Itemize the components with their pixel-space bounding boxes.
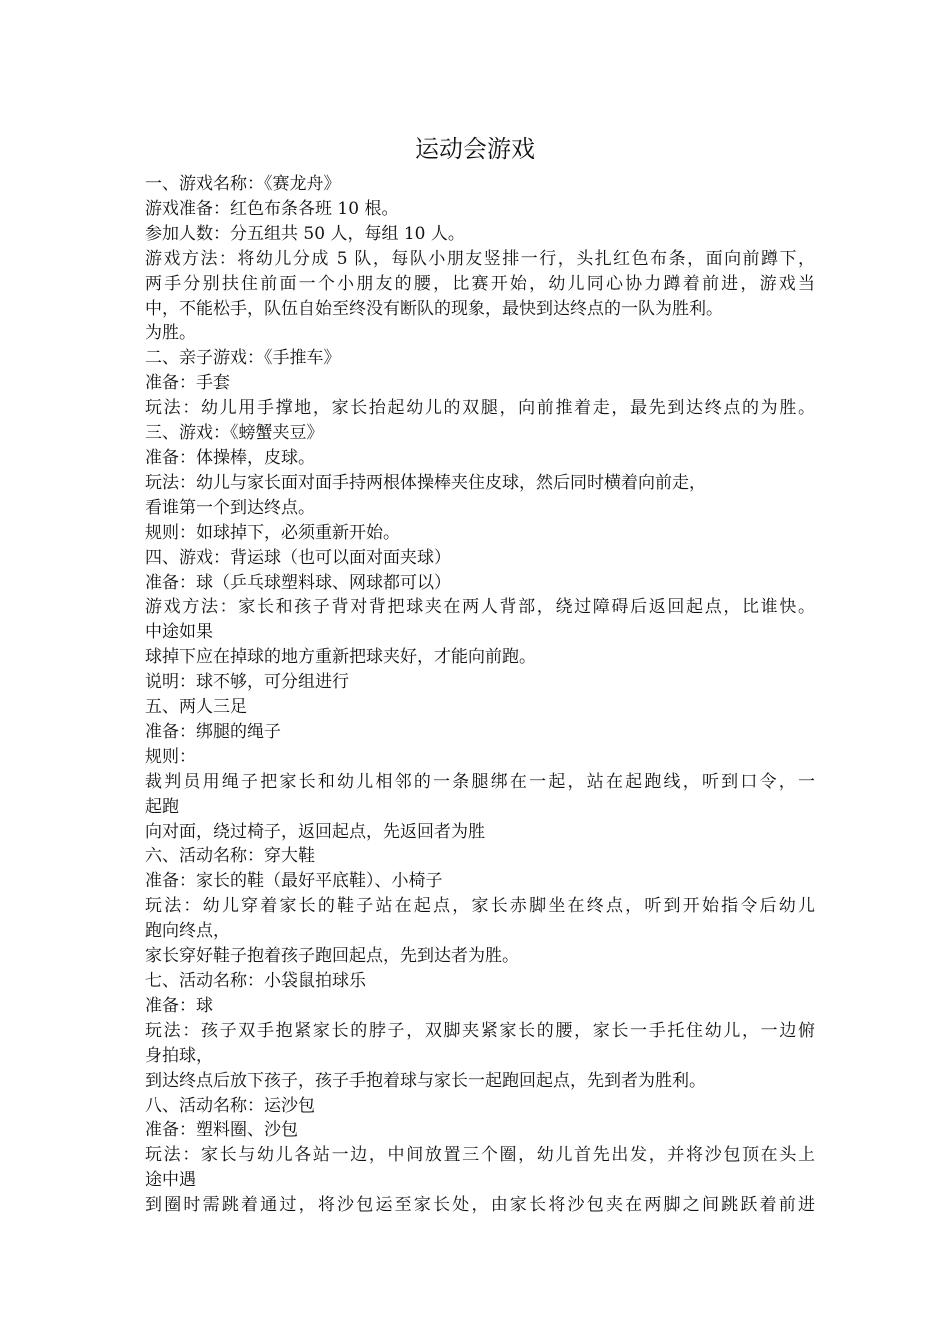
- text-line: 家长穿好鞋子抱着孩子跑回起点，先到达者为胜。: [145, 946, 519, 967]
- text-line: 玩法：幼儿用手撑地，家长抬起幼儿的双腿，向前推着走，最先到达终点的为胜。: [145, 398, 815, 419]
- text-line: 游戏准备：红色布条各班 10 根。: [145, 198, 399, 219]
- text-line: 五、两人三足: [145, 697, 247, 718]
- document-title: 运动会游戏: [415, 135, 535, 163]
- text-line: 玩法：孩子双手抱紧家长的脖子，双脚夹紧家长的腰，家长一手托住幼儿，一边俯: [145, 1020, 815, 1041]
- text-line: 为胜。: [145, 323, 196, 344]
- text-line: 准备：球（乒乓球塑料球、网球都可以）: [145, 572, 451, 593]
- text-line: 七、活动名称：小袋鼠拍球乐: [145, 971, 366, 991]
- text-line: 准备：球: [145, 995, 213, 1016]
- text-line: 准备：体操棒，皮球。: [145, 447, 315, 468]
- text-line: 向对面，绕过椅子，返回起点，先返回者为胜: [145, 821, 485, 842]
- text-line: 球掉下应在掉球的地方重新把球夹好，才能向前跑。: [145, 647, 536, 668]
- text-line: 玩法：幼儿穿着家长的鞋子站在起点，家长赤脚坐在终点，听到开始指令后幼儿: [145, 896, 815, 917]
- text-line: 八、活动名称：运沙包: [145, 1095, 315, 1116]
- text-line: 两手分别扶住前面一个小朋友的腰，比赛开始，幼儿同心协力蹲着前进，游戏当: [145, 273, 815, 294]
- text-line: 二、亲子游戏：《手推车》: [145, 348, 341, 369]
- text-line: 三、游戏：《螃蟹夹豆》: [145, 423, 324, 444]
- text-line: 中，不能松手，队伍自始至终没有断队的现象，最快到达终点的一队为胜利。: [145, 298, 723, 319]
- text-line: 一、游戏名称：《赛龙舟》: [145, 174, 341, 194]
- text-line: 途中遇: [145, 1170, 196, 1191]
- document-body: [145, 172, 815, 1218]
- text-line: 看谁第一个到达终点。: [145, 497, 315, 518]
- text-line: 规则：如球掉下，必须重新开始。: [145, 522, 400, 543]
- text-line: 六、活动名称：穿大鞋: [145, 846, 315, 867]
- text-line: 准备：家长的鞋（最好平底鞋）、小椅子: [145, 871, 443, 892]
- text-line: 起跑: [145, 796, 179, 817]
- text-line: 游戏方法：将幼儿分成 5 队，每队小朋友竖排一行，头扎红色布条，面向前蹲下，: [145, 248, 815, 269]
- text-line: 准备：手套: [145, 373, 230, 394]
- text-line: 规则：: [145, 746, 196, 767]
- text-line: 玩法：家长与幼儿各站一边，中间放置三个圈，幼儿首先出发，并将沙包顶在头上: [145, 1145, 815, 1166]
- text-line: 准备：塑料圈、沙包: [145, 1120, 298, 1141]
- text-line: 到达终点后放下孩子，孩子手抱着球与家长一起跑回起点，先到者为胜利。: [145, 1070, 706, 1091]
- text-line: 准备：绑腿的绳子: [145, 721, 281, 742]
- text-line: 跑向终点，: [145, 921, 230, 942]
- text-line: 游戏方法：家长和孩子背对背把球夹在两人背部，绕过障碍后返回起点，比谁快。: [145, 597, 815, 618]
- text-line: 说明：球不够，可分组进行: [145, 672, 349, 693]
- text-line: 裁判员用绳子把家长和幼儿相邻的一条腿绑在一起，站在起跑线，听到口令，一: [145, 771, 815, 792]
- text-line: 身拍球，: [145, 1045, 213, 1066]
- text-line: 四、游戏：背运球（也可以面对面夹球）: [145, 547, 451, 568]
- text-line: 中途如果: [145, 622, 213, 643]
- text-line: 参加人数：分五组共 50 人，每组 10 人。: [145, 223, 465, 244]
- text-line: 到圈时需跳着通过，将沙包运至家长处，由家长将沙包夹在两脚之间跳跃着前进: [145, 1195, 815, 1216]
- text-line: 玩法：幼儿与家长面对面手持两根体操棒夹住皮球，然后同时横着向前走，: [145, 472, 706, 493]
